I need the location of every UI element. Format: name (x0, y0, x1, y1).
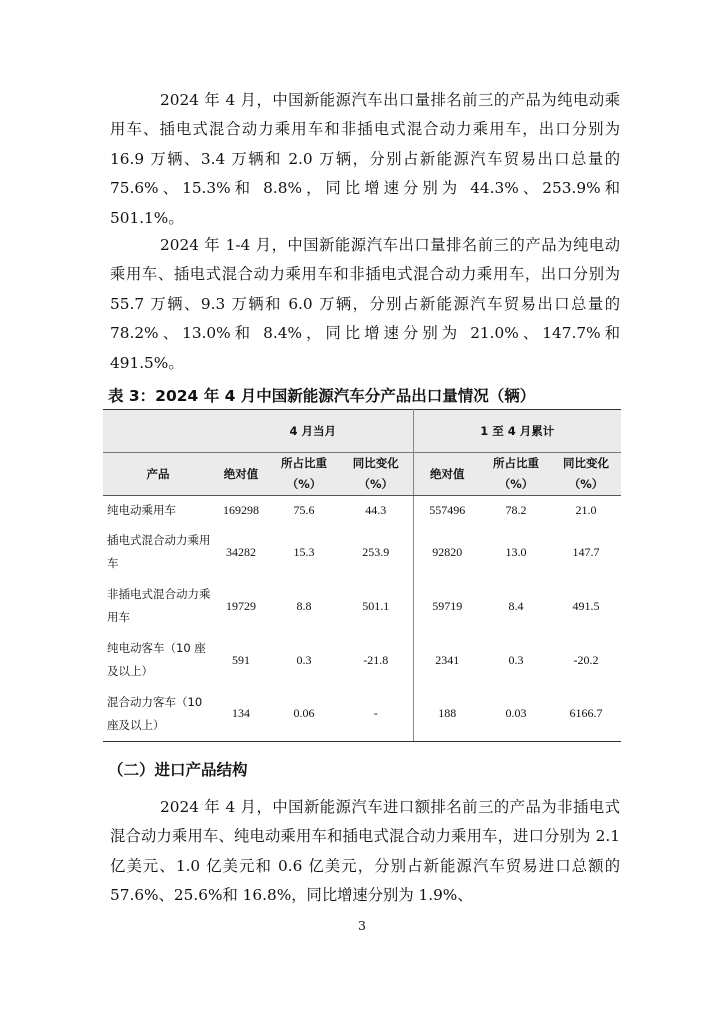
paragraph-april-exports: 2024 年 4 月，中国新能源汽车出口量排名前三的产品为纯电动乘用车、插电式混合动力乘用车和非插电式混合动力乘用车，出口分别为 16.9 万辆、3.4 万辆和 2.0 万辆，分别占新能源汽车贸易出口总量的 75.6%、15.3%和 8.8%，同比增速分别为 44.3%、253.9%和 501.1%。 (110, 91, 620, 227)
table-column-header-row (103, 453, 621, 496)
header-c-yoy (551, 453, 621, 496)
header-blank (103, 410, 213, 453)
header-april: 4 月当月 (213, 410, 413, 453)
cell-m-yoy: 44.3 (339, 496, 413, 526)
cell-m-share: 8.8 (296, 598, 312, 613)
cell-c-share: 8.4 (508, 598, 524, 613)
cell-m-abs: 34282 (226, 544, 256, 559)
cell-c-yoy: -20.2 (573, 652, 599, 667)
cell-m-share: 0.06 (269, 687, 339, 742)
header-cumulative: 1 至 4 月累计 (413, 410, 621, 453)
header-m-yoy-unit: （%） (358, 477, 394, 491)
header-c-share (481, 453, 551, 496)
row-name: 混合动力客车（10 座及以上） (103, 687, 213, 742)
header-c-yoy-label: 同比变化 (563, 456, 609, 470)
cell-m-share: 15.3 (293, 544, 315, 559)
row-name: 纯电动客车（10 座及以上） (107, 641, 206, 678)
cell-m-abs: 19729 (226, 598, 256, 613)
cell-m-abs: 169298 (223, 503, 259, 518)
table-row (103, 687, 621, 742)
cell-m-abs: 134 (213, 687, 269, 742)
header-c-share-label: 所占比重 (493, 456, 539, 470)
header-m-share (269, 453, 339, 496)
header-m-yoy (339, 453, 413, 496)
cell-c-yoy: 491.5 (572, 598, 600, 613)
header-c-yoy-unit: （%） (568, 477, 604, 491)
cell-m-yoy: 501.1 (339, 579, 413, 634)
cell-c-yoy: 147.7 (572, 544, 600, 559)
cell-m-share: 75.6 (293, 503, 315, 518)
section-heading-import: （二）进口产品结构 (108, 761, 248, 779)
header-m-share-unit: （%） (286, 477, 322, 491)
header-c-abs: 绝对值 (413, 453, 481, 496)
row-name: 纯电动乘用车 (107, 503, 176, 518)
header-m-yoy-label: 同比变化 (352, 456, 399, 470)
cell-m-yoy: -21.8 (339, 634, 413, 687)
table-group-header-row (103, 410, 621, 453)
cell-c-yoy: 21.0 (575, 503, 597, 518)
cell-c-yoy: 6166.7 (551, 687, 621, 742)
table-row (103, 526, 621, 579)
cell-c-share: 0.03 (481, 687, 551, 742)
row-name: 非插电式混合动力乘用车 (107, 587, 211, 624)
table-row (103, 496, 621, 526)
header-c-share-unit: （%） (498, 477, 534, 491)
header-m-share-label: 所占比重 (281, 456, 327, 470)
cell-m-yoy: 253.9 (339, 526, 413, 579)
cell-c-share: 78.2 (505, 503, 527, 518)
table-caption: 表 3：2024 年 4 月中国新能源汽车分产品出口量情况（辆） (108, 387, 536, 405)
cell-c-share: 13.0 (505, 544, 527, 559)
header-product: 产品 (103, 453, 213, 496)
cell-c-share: 0.3 (508, 652, 524, 667)
paragraph-jan-apr-exports: 2024 年 1-4 月，中国新能源汽车出口量排名前三的产品为纯电动乘用车、插电式混合动力乘用车和非插电式混合动力乘用车，出口分别为 55.7 万辆、9.3 万辆和 6.0 万辆，分别占新能源汽车贸易出口总量的 78.2%、13.0%和 8.4%，同比增速分别为 21.0%、147.7%和 491.5%。 (110, 236, 620, 372)
cell-m-share: 0.3 (296, 652, 312, 667)
table-row (103, 579, 621, 634)
cell-c-abs: 2341 (435, 652, 460, 667)
export-table (103, 409, 621, 742)
paragraph-april-imports: 2024 年 4 月，中国新能源汽车进口额排名前三的产品为非插电式混合动力乘用车、纯电动乘用车和插电式混合动力乘用车，进口分别为 2.1 亿美元、1.0 亿美元和 0.6 亿美元，分别占新能源汽车贸易进口总额的 57.6%、25.6%和 16.8%，同比增速分别为 1.9%、 (110, 798, 620, 905)
cell-m-abs: 591 (232, 652, 250, 667)
cell-c-abs: 59719 (432, 598, 463, 613)
cell-m-yoy: - (339, 687, 413, 742)
row-name: 插电式混合动力乘用车 (107, 533, 211, 570)
cell-c-abs: 92820 (432, 544, 463, 559)
cell-c-abs: 557496 (429, 503, 466, 518)
header-m-abs: 绝对值 (213, 453, 269, 496)
page-number: 3 (358, 918, 366, 933)
table-row (103, 634, 621, 687)
cell-c-abs: 188 (413, 687, 481, 742)
